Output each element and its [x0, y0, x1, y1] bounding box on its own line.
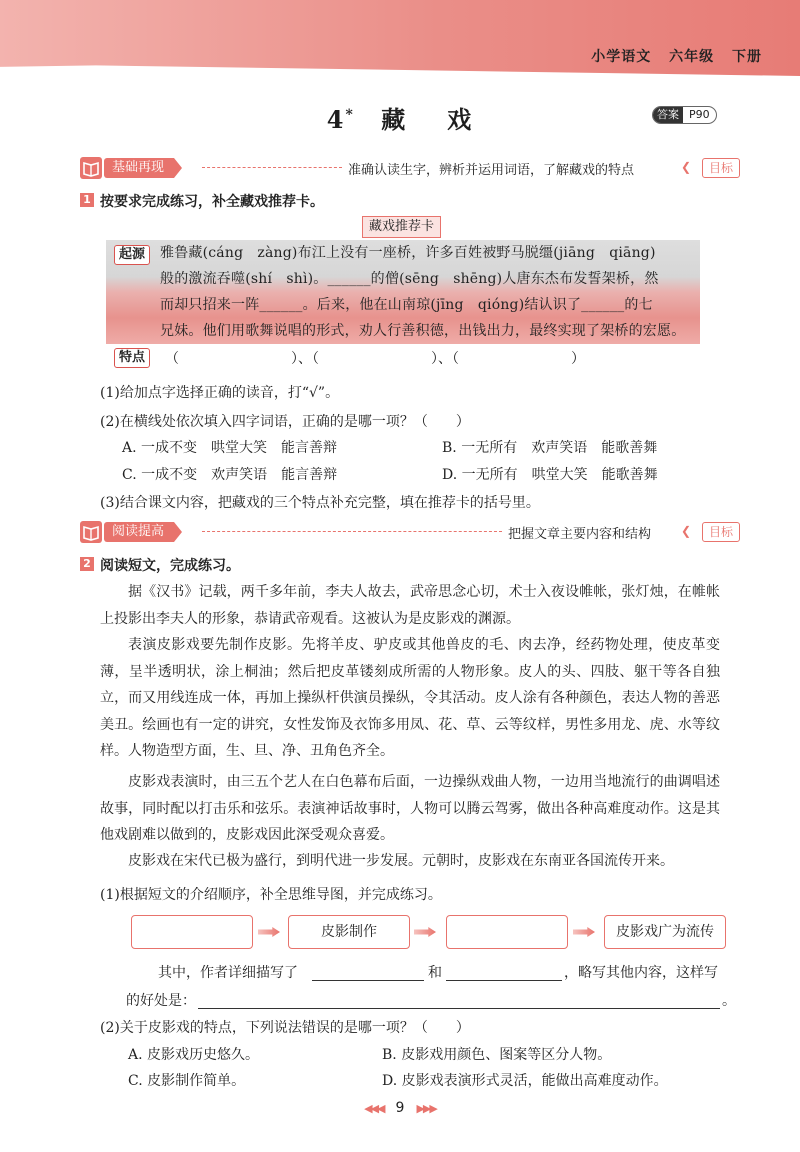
question-heading: 阅读短文，完成练习。	[100, 558, 240, 574]
prev-arrows-icon: ◀◀◀	[364, 1102, 384, 1115]
fill-line2: 的好处是：	[126, 993, 196, 1009]
option-d[interactable]: D. 一无所有 哄堂大笑 能歌善舞	[442, 467, 658, 483]
divider	[202, 167, 342, 168]
option-b[interactable]: B. 皮影戏用颜色、图案等区分人物。	[382, 1047, 612, 1063]
sub-question: (3)结合课文内容，把藏戏的三个特点补充完整，填在推荐卡的括号里。	[100, 495, 540, 511]
option-d[interactable]: D. 皮影戏表演形式灵活，能做出高难度动作。	[382, 1073, 668, 1089]
section-goal: 准确认读生字，辨析并运用词语，了解藏戏的特点	[348, 163, 635, 178]
fill-prefix: 其中，作者详细描写了	[158, 965, 298, 981]
flow-box: 皮影制作	[288, 915, 410, 949]
section-bar-basics	[80, 156, 740, 180]
target-tag: 目标	[702, 522, 740, 542]
card-line: 而却只招来一阵______。后来，他在山南琼(jīng qióng)结认识了______的七	[160, 297, 653, 313]
period: 。	[722, 993, 736, 1009]
flow-box: 皮影戏广为流传	[604, 915, 726, 949]
sub-question: (2)在横线处依次填入四字词语，正确的是哪一项？（ ）	[100, 414, 470, 430]
lesson-title: 4* 藏 戏	[326, 105, 474, 134]
page-number: 9	[395, 1100, 405, 1116]
sub-question: (2)关于皮影戏的特点，下列说法错误的是哪一项？（ ）	[100, 1020, 470, 1036]
option-c[interactable]: C. 一成不变 欢声笑语 能言善辩	[122, 467, 338, 483]
section-label: 阅读提高	[104, 522, 174, 542]
fill-suffix: ，略写其他内容，这样写	[564, 965, 718, 981]
feature-blanks[interactable]: （ ）、（ ）、（ ）	[165, 351, 585, 367]
option-b[interactable]: B. 一无所有 欢声笑语 能歌善舞	[442, 440, 658, 456]
passage-paragraph: 皮影戏表演时，由三五个艺人在白色幕布后面，一边操纵戏曲人物，一边用当地流行的曲调唱述故事，同时配以打击乐和弦乐。表演神话故事时，人物可以腾云驾雾，做出各种高难度动作。这是其他戏剧难以做到的，皮影戏因此深受观众喜爱。	[100, 774, 720, 843]
answer-blank[interactable]	[198, 1008, 720, 1009]
passage-paragraph: 皮影戏在宋代已极为盛行，到明代进一步发展。元朝时，皮影戏在东南亚各国流传开来。	[128, 853, 674, 869]
subject: 小学语文	[591, 49, 652, 65]
arrow-right-icon	[414, 927, 436, 937]
flow-box-blank[interactable]	[131, 915, 253, 949]
arrow-right-icon	[258, 927, 280, 937]
answer-label: 答案	[653, 107, 683, 123]
page-footer	[0, 1100, 800, 1116]
answer-blank[interactable]	[312, 980, 424, 981]
question-number: 1	[80, 193, 94, 207]
chevron-icon: ❮	[681, 160, 692, 174]
card-line: 兄妹。他们用歌舞说唱的形式，劝人行善积德，出钱出力，最终实现了架桥的宏愿。	[160, 323, 686, 339]
question-number: 2	[80, 557, 94, 571]
feature-tag: 特点	[114, 348, 150, 368]
fill-mid: 和	[428, 965, 442, 981]
target-tag: 目标	[702, 158, 740, 178]
answer-page: P90	[689, 108, 710, 121]
question-heading: 按要求完成练习，补全藏戏推荐卡。	[100, 194, 324, 210]
next-arrows-icon: ▶▶▶	[416, 1102, 436, 1115]
option-a[interactable]: A. 一成不变 哄堂大笑 能言善辩	[122, 440, 338, 456]
card-line: 雅鲁藏(cáng zàng)布江上没有一座桥，许多百姓被野马脱缰(jiāng qiāng)	[160, 245, 656, 261]
passage-paragraph: 表演皮影戏要先制作皮影。先将羊皮、驴皮或其他兽皮的毛、肉去净，经药物处理，使皮革变薄，呈半透明状，涂上桐油；然后把皮革镂刻成所需的人物形象。皮人的头、四肢、躯干等各自独立，而又用线连成一体，再加上操纵杆供演员操纵，令其活动。皮人涂有各种颜色，表达人物的善恶美丑。绘画也有一定的讲究，女性发饰及衣饰多用凤、花、草、云等纹样，男性多用龙、虎、水等纹样。人物造型方面，生、旦、净、丑角色齐全。	[100, 637, 720, 759]
card-title: 藏戏推荐卡	[362, 216, 441, 238]
book-icon	[80, 157, 102, 179]
option-a[interactable]: A. 皮影戏历史悠久。	[128, 1047, 260, 1063]
divider	[202, 531, 502, 532]
passage-paragraph: 据《汉书》记载，两千多年前，李夫人故去，武帝思念心切，术士入夜设帷帐，张灯烛，在帷帐上投影出李夫人的形象，恭请武帝观看。这被认为是皮影戏的渊源。	[100, 584, 720, 627]
chevron-icon: ❮	[681, 524, 692, 538]
sub-question: (1)根据短文的介绍顺序，补全思维导图，并完成练习。	[100, 887, 442, 903]
answer-page-tag[interactable]	[652, 106, 717, 124]
section-goal: 把握文章主要内容和结构	[508, 527, 652, 542]
section-bar-reading	[80, 520, 740, 544]
sub-question: (1)给加点字选择正确的读音，打“√”。	[100, 385, 340, 401]
flow-box-blank[interactable]	[446, 915, 568, 949]
book-info	[579, 46, 762, 66]
origin-tag: 起源	[114, 245, 150, 265]
answer-blank[interactable]	[446, 980, 562, 981]
arrow-right-icon	[573, 927, 595, 937]
card-line: 般的激流吞噬(shí shì)。______的僧(sēng shēng)人唐东杰布发誓架桥，然	[160, 271, 659, 287]
volume: 下册	[732, 49, 762, 65]
option-c[interactable]: C. 皮影制作简单。	[128, 1073, 246, 1089]
book-icon	[80, 521, 102, 543]
grade: 六年级	[669, 49, 715, 65]
section-label: 基础再现	[104, 158, 174, 178]
